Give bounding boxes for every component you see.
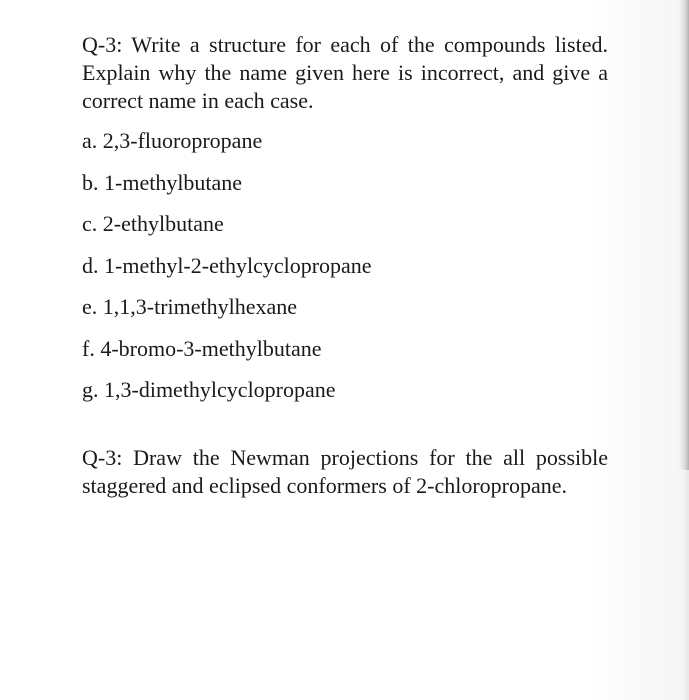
question-1-text: Q-3: Write a structure for each of the compounds listed. Explain why the name given here is incorrect, and give a correct name in each case. [82,32,608,113]
compound-item-b: b. 1-methylbutane [82,169,243,195]
page-edge-shadow [679,0,689,470]
question-1 [82,31,608,418]
question-2 [82,444,608,500]
compound-item-f: f. 4-bromo-3-methylbutane [82,335,322,361]
compound-item-a: a. 2,3-fluoropropane [82,128,263,153]
question-content [82,31,608,500]
page-edge-shadow-lower [683,470,689,700]
compound-list [82,127,608,418]
compound-item-e: e. 1,1,3-trimethylhexane [82,294,298,319]
compound-item-d: d. 1-methyl-2-ethylcyclopropane [82,252,372,278]
compound-item-c: c. 2-ethylbutane [82,211,224,236]
question-2-text: Q-3: Draw the Newman projections for the all possible staggered and eclipsed conformers of 2-chloropropane. [82,444,608,498]
compound-item-g: g. 1,3-dimethylcyclopropane [82,377,336,402]
